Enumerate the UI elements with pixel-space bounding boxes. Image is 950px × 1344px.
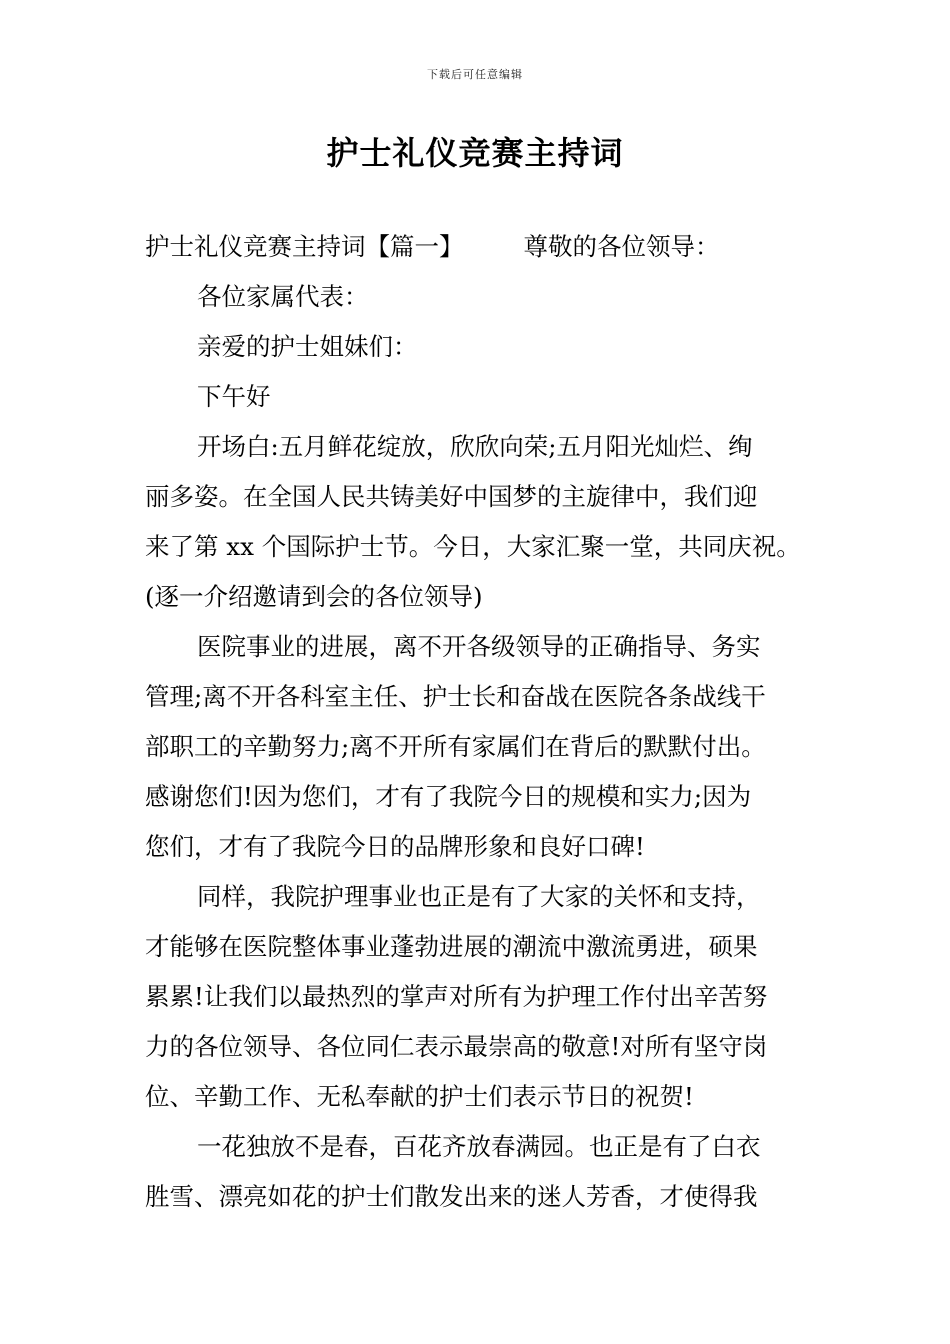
text-line: 部职工的辛勤努力;离不开所有家属们在背后的默默付出。 <box>145 732 766 761</box>
document-title: 护士礼仪竞赛主持词 <box>326 134 624 172</box>
text-line: 位、辛勤工作、无私奉献的护士们表示节日的祝贺! <box>145 1082 694 1111</box>
text-line: 感谢您们!因为您们，才有了我院今日的规模和实力;因为 <box>145 782 752 811</box>
text-line: 力的各位领导、各位同仁表示最崇高的敬意!对所有坚守岗 <box>145 1032 768 1061</box>
text-line: (逐一介绍邀请到会的各位领导) <box>145 582 483 611</box>
text-line: 各位家属代表： <box>197 282 369 311</box>
text-line: 医院事业的进展，离不开各级领导的正确指导、务实 <box>197 632 761 661</box>
text-line: 亲爱的护士姐妹们： <box>197 332 418 361</box>
text-line: 才能够在医院整体事业蓬勃进展的潮流中激流勇进，硕果 <box>145 932 758 961</box>
document-body <box>145 222 809 1222</box>
text-line: 您们，才有了我院今日的品牌形象和良好口碑! <box>145 832 645 861</box>
text-line: 来了第 xx 个国际护士节。今日，大家汇聚一堂，共同庆祝。 <box>145 532 801 561</box>
text-line: 管理;离不开各科室主任、护士长和奋战在医院各条战线干 <box>145 682 766 711</box>
text-line: 一花独放不是春，百花齐放春满园。也正是有了白衣 <box>197 1132 761 1161</box>
text-line: 开场白:五月鲜花绽放，欣欣向荣;五月阳光灿烂、绚 <box>197 432 753 461</box>
part-label: 护士礼仪竞赛主持词【篇一】 <box>145 232 464 261</box>
text-line: 同样，我院护理事业也正是有了大家的关怀和支持， <box>197 882 761 911</box>
text-line: 丽多姿。在全国人民共铸美好中国梦的主旋律中，我们迎 <box>145 482 758 511</box>
opening-line <box>145 222 809 272</box>
text-line: 胜雪、漂亮如花的护士们散发出来的迷人芳香，才使得我 <box>145 1182 758 1211</box>
greeting-leaders: 尊敬的各位领导： <box>523 232 720 261</box>
header-note: 下载后可任意编辑 <box>427 68 523 81</box>
text-line: 下午好 <box>197 382 271 411</box>
text-line: 累累!让我们以最热烈的掌声对所有为护理工作付出辛苦努 <box>145 982 768 1011</box>
